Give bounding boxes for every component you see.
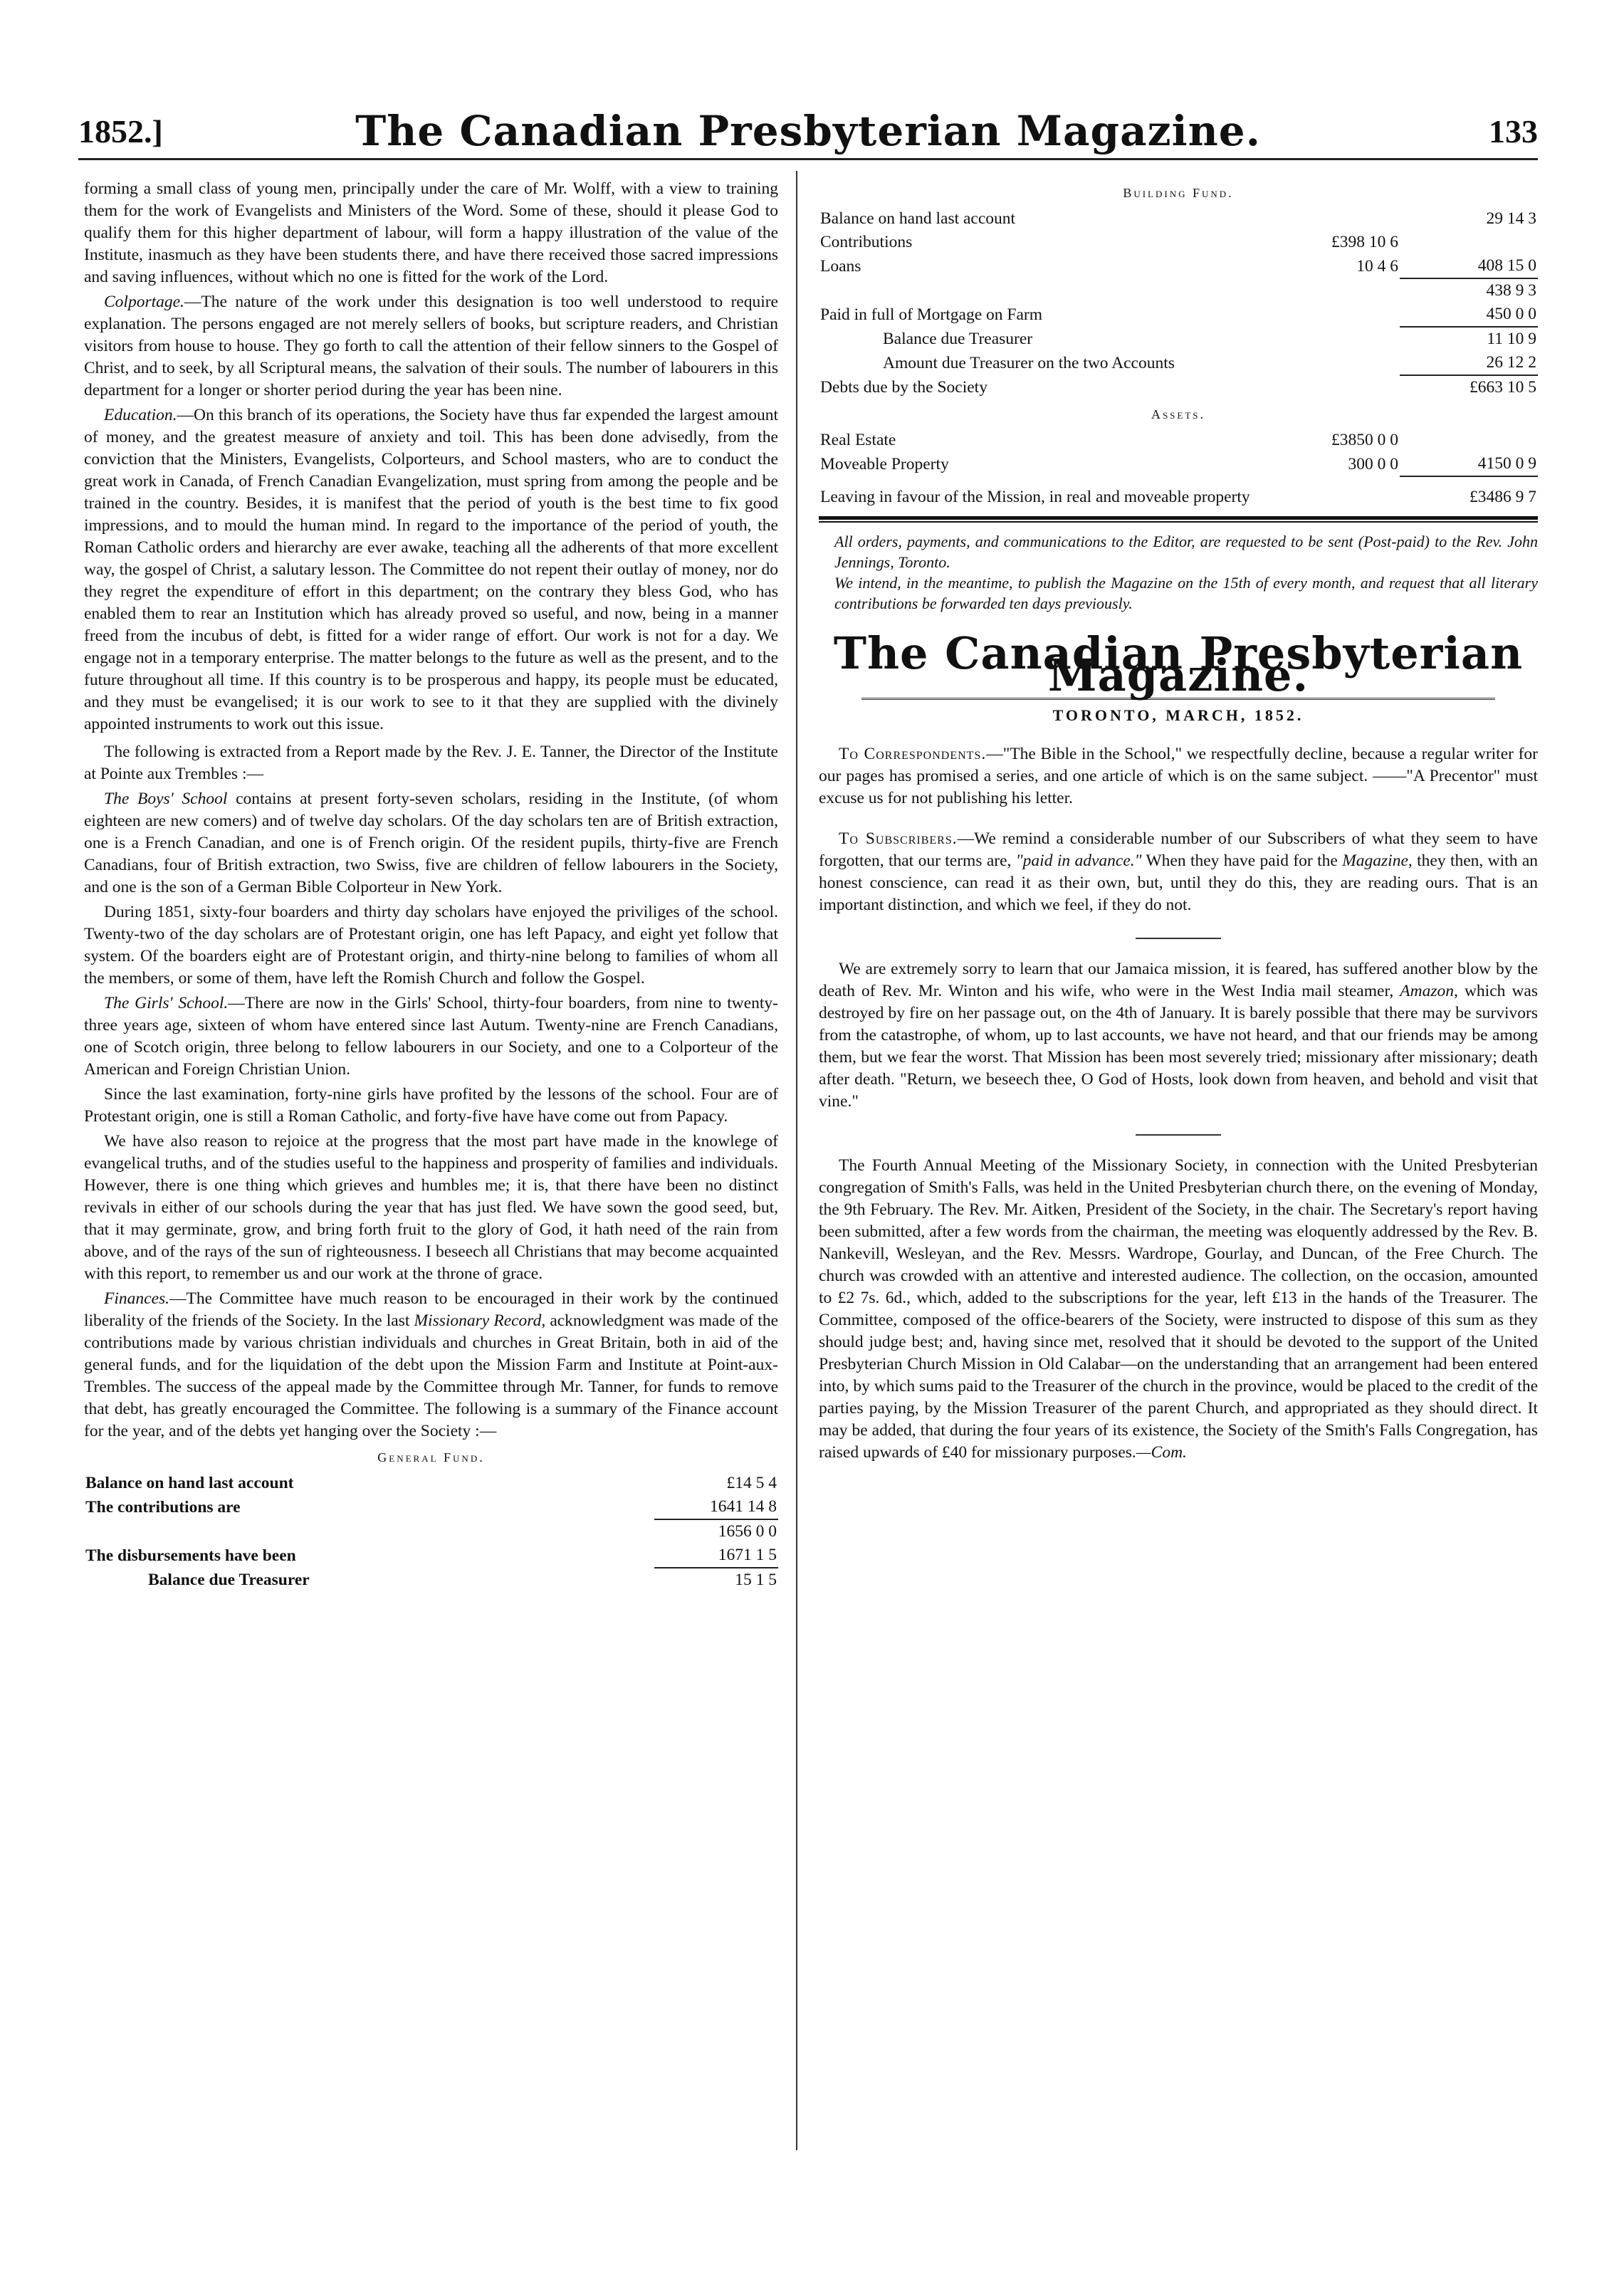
signature: —Com. xyxy=(1136,1443,1187,1462)
section-separator xyxy=(819,926,1538,948)
gf-amount: 1641 14 8 xyxy=(710,1497,777,1516)
table-row: Amount due Treasurer on the two Accounts 26 12 2 xyxy=(883,353,1536,372)
table-row xyxy=(84,1472,778,1495)
page-number: 133 xyxy=(1489,113,1538,150)
paragraph-subscribers: To Subscribers.—We remind a considerable number of our Subscribers of what they seem to have forgotten, that our terms are, "paid in advance." When they have paid for the Magazine, they then, with an honest conscience, can read it as their own, but, until they do this, they are reading ours. That is an important distinction, and which we feel, if they do not. xyxy=(819,829,1539,914)
gf-amount: 1671 1 5 xyxy=(718,1546,777,1564)
table-row: Real Estate £3850 0 0 xyxy=(820,431,1398,449)
education-heading: Education. xyxy=(104,406,177,424)
running-header xyxy=(78,107,1538,164)
paragraph-education: Education.—On this branch of its operations, the Society have thus far expended the largest amount of money, and the greatest measure of anxiety and toil. This has been done advisedly, from the conviction that the Ministers, Evangelists, Colporteurs, and School masters, who are to conduct the great work in Canada, of French Canadian Evangelization, must spring from among the people and be trained in the country. Besides, it is manifest that the period of youth is the best time to fix good impressions, and to mould the human mind. In regard to the importance of the period of youth, the Roman Catholic orders and hierarchy are ever awake, teaching all the adherents of that more excellent way, the gospel of Christ, a salutary lesson. The Committee do not repent their outlay of money, nor do they regret the expenditure of effort in this department; on the contrary they bless God, who has enabled them to rear an Institution which has already proved so useful, and now, being in a manner freed from the incubus of debt, is fitted for a wider range of effort. Our work is not for a day. We engage not in a temporary enterprise. The matter belongs to the future as well as the present, and to the future throughout all time. If this country is to be prosperous and happy, its people must be educated, and they must be evangelised; it is our work to see to it that they are supplied with the divinely appointed instruments to work out this issue. xyxy=(84,406,778,733)
general-fund-title: General Fund. xyxy=(377,1450,485,1465)
paragraph-examination: Since the last examination, forty-nine girls have profited by the lessons of the school. Four are of Protestant origin, one is still a Roman Catholic, and forty-five have have come out from Papacy. xyxy=(84,1085,778,1126)
gf-amount: £14 5 4 xyxy=(726,1474,777,1492)
header-title: The Canadian Presbyterian Magazine. xyxy=(355,107,1261,155)
table-row: Balance on hand last account 29 14 3 xyxy=(820,209,1536,228)
subscribers-heading: To Subscribers. xyxy=(839,829,958,848)
paragraph-finances: Finances.—The Committee have much reason to be encouraged in their work by the continued liberality of the friends of the Society. In the last Missionary Record, acknowledgment was made of the contributions made by various christian individuals and churches in Great Britain, both in aid of the general funds, and for the liquidation of the debt upon the Mission Farm and Institute at Point-aux-Trembles. The success of the appeal made by the Committee through Mr. Tanner, for funds to remove that debt, has greatly encouraged the Committee. The following is a summary of the Finance account for the year, and of the debts yet hanging over the Society :— xyxy=(84,1289,778,1440)
masthead: The Canadian Presbyterian Magazine. xyxy=(833,627,1524,701)
left-column xyxy=(84,178,778,1592)
editorial-section xyxy=(819,743,1538,1464)
paragraph-boarders-1851: During 1851, sixty-four boarders and thirty day scholars have enjoyed the priviliges of the school. Twenty-two of the day scholars are of Protestant origin, one has left Papacy, and eight yet follow that system. Of the boarders eight are of Protestant origin, and thirty-nine belong to families of whom all the members, or some of them, have left the Romish Church and follow the Gospel. xyxy=(84,903,778,988)
right-column xyxy=(819,178,1538,1467)
paragraph-institute: forming a small class of young men, principally under the care of Mr. Wolff, with a view to training them for the work of Evangelists and Ministers of the Word. Some of these, should it please God to qualify them for this higher department of labour, will form a happy illustration of the value of the Institute, inasmuch as they have been students there, and have there received those sacred impressions and saving influences, without which no one is fitted for the work of the Lord. xyxy=(84,179,778,286)
header-year: 1852.] xyxy=(78,113,163,150)
paragraph-girls-school: The Girls' School.—There are now in the Girls' School, thirty-four boarders, from nine to twenty-three years age, sixteen of whom have entered since last Autum. Twenty-nine are French Canadians, one of Scotch origin, three belong to fellow labourers in our Society, and one to a Colporteur of the American and Foreign Christian Union. xyxy=(84,994,779,1079)
correspondents-heading: To Correspondents. xyxy=(839,745,987,763)
table-row: Leaving in favour of the Mission, in real and moveable property £3486 9 7 xyxy=(819,476,1538,509)
table-row: Loans 10 4 6 408 15 0 xyxy=(820,256,1536,276)
column-divider xyxy=(796,171,797,2150)
paragraph-progress: We have also reason to rejoice at the progress that the most part have made in the knowlege of evangelical truths, and of the studies useful to the happiness and prosperity of families and individuals. However, there is one thing which grieves and humbles me; it is, that there have been no distinct revivals in either of our schools during the year that has just fled. We have sown the good seed, but, that it may germinate, grow, and bring forth fruit to the glory of God, it hath need of the rain from above, and of the rays of the sun of righteousness. I beseech all Christians that may become acquainted with this report, to remember us and our work at the throne of grace. xyxy=(84,1132,778,1283)
gf-amount: 15 1 5 xyxy=(654,1568,778,1592)
gf-label xyxy=(84,1519,654,1544)
notice-schedule: We intend, in the meantime, to publish the Magazine on the 15th of every month, and request that all literary contributions be forwarded ten days previously. xyxy=(834,574,1538,612)
paragraph-boys-school: The Boys' School contains at present forty-seven scholars, residing in the Institute, (of whom eighteen are new comers) and of twelve day scholars. Of the day scholars ten are of British extraction, one is a French Canadian, and one is of French origin. Of the resident pupils, thirty-five are French Canadians, four of British extraction, two Swiss, five are children of fellow labourers in the Society, and one is the son of a German Bible Colporteur in New York. xyxy=(84,790,778,896)
building-fund-title: Building Fund. xyxy=(1123,186,1234,200)
general-fund-table xyxy=(84,1472,778,1592)
assets-table xyxy=(819,429,1538,509)
colportage-heading: Colportage. xyxy=(104,293,184,311)
table-row: 438 9 3 xyxy=(819,278,1538,303)
finances-heading: Finances. xyxy=(104,1289,170,1308)
gf-label: Balance on hand last account xyxy=(85,1474,294,1492)
table-row xyxy=(84,1495,778,1519)
table-row: Paid in full of Mortgage on Farm 450 0 0 xyxy=(820,305,1536,324)
section-separator xyxy=(819,1123,1538,1145)
dateline: TORONTO, MARCH, 1852. xyxy=(1052,706,1304,724)
boys-school-heading: The Boys' School xyxy=(104,790,228,808)
editor-notice xyxy=(819,531,1538,614)
gf-label: Balance due Treasurer xyxy=(148,1571,310,1589)
table-row: Debts due by the Society £663 10 5 xyxy=(819,375,1538,399)
building-fund-table xyxy=(819,207,1538,399)
assets-title: Assets. xyxy=(1151,407,1206,421)
paragraph-smiths-falls: The Fourth Annual Meeting of the Missionary Society, in connection with the United Presbyterian congregation of Smith's Falls, was held in the United Presbyterian church there, on the evening of Monday, the 9th February. The Rev. Mr. Aitken, President of the Society, in the chair. The Secretary's report having been submitted, after a few words from the chairman, the meeting was eloquently addressed by the Rev. B. Nankevill, Wesleyan, and the Rev. Messrs. Wardrope, Gourlay, and Duncan, of the Free Church. The church was crowded with an attentive and interested audience. The collection, on the occasion, amounted to £2 7s. 6d., which, added to the subscriptions for the year, left £13 in the hands of the Treasurer. The Committee, composed of the office-bearers of the Society, were instructed to dispose of this sum as they should judge best; and, having since met, resolved that it should be devoted to the support of the United Presbyterian Church Mission in Old Calabar—on the understanding that an arrangement had been entered into, by which sums paid to the Treasurer of the church in the province, would be placed to the credit of the parties paying, by the Mission Treasurer of the parent Church, and appropriated as they should direct. It may be added, that during the four years of its existence, the Society of the Smith's Falls Congregation, has raised upwards of £40 for missionary purposes.—Com. xyxy=(819,1156,1538,1462)
paragraph-correspondents: To Correspondents.—"The Bible in the School," we respectfully decline, because a regular writer for our pages has promised a series, and one article of which is on the same subject. ——"A Precentor" must excuse us for not publishing his letter. xyxy=(819,745,1538,807)
girls-school-heading: The Girls' School. xyxy=(104,994,229,1012)
table-row: Balance due Treasurer 11 10 9 xyxy=(819,327,1538,351)
notice-rule-top xyxy=(819,516,1538,520)
table-row xyxy=(84,1568,778,1592)
paragraph-colportage: Colportage.—The nature of the work under this designation is too well understood to require explanation. The persons engaged are not merely sellers of books, but scripture readers, and Christian visitors from house to house. They go forth to call the attention of their fellow sinners to the Gospel of Christ, and to seek, by all Scriptural means, the salvation of their souls. The number of labourers in this department for a longer or shorter period during the year has been nine. xyxy=(84,293,778,399)
notice-rule-bottom xyxy=(819,521,1538,523)
table-row: Moveable Property 300 0 0 4150 0 9 xyxy=(820,454,1536,473)
table-row xyxy=(84,1519,778,1544)
notice-orders: All orders, payments, and communications to the Editor, are requested to be sent (Post-paid) to the Rev. John Jennings, Toronto. xyxy=(834,533,1538,571)
table-row: Contributions £398 10 6 xyxy=(820,233,1398,251)
paragraph-report-intro: The following is extracted from a Report made by the Rev. J. E. Tanner, the Director of the Institute at Pointe aux Trembles :— xyxy=(84,743,778,783)
gf-label: The contributions are xyxy=(85,1498,241,1517)
gf-amount: 1656 0 0 xyxy=(654,1519,778,1544)
paragraph-jamaica: We are extremely sorry to learn that our Jamaica mission, it is feared, has suffered another blow by the death of Rev. Mr. Winton and his wife, who were in the West India mail steamer, Amazon, which was destroyed by fire on her passage out, on the 4th of January. It is barely possible that there may be survivors from the catastrophe, of whom, up to last accounts, we have not heard, and that our friends may be among them, but we fear the worst. That Mission has been most severely tried; missionary after missionary; death after death. "Return, we beseech thee, O God of Hosts, look down from heaven, and behold and visit that vine." xyxy=(819,960,1538,1111)
table-row xyxy=(84,1544,778,1568)
header-rule xyxy=(78,158,1538,160)
gf-label: The disbursements have been xyxy=(85,1546,296,1565)
